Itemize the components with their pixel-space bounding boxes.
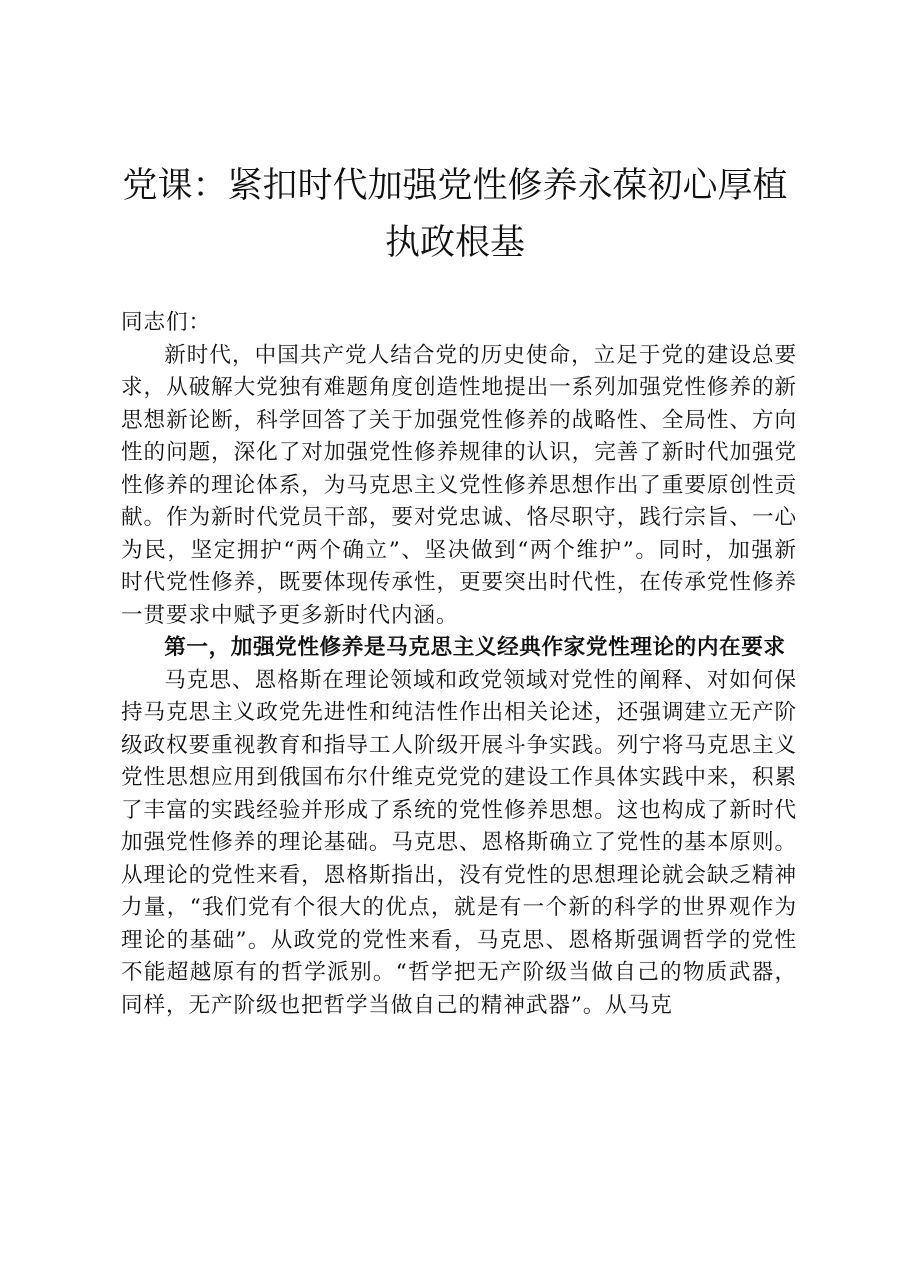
salutation: 同志们： bbox=[121, 310, 211, 335]
paragraph-section-one: 马克思、恩格斯在理论领域和政党领域对党性的阐释、对如何保持马克思主义政党先进性和纯洁性作出相关论述，还强调建立无产阶级政权要重视教育和指导工人阶级开展斗争实践。列宁将马克思主义党性思想应用到俄国布尔什维克党党的建设工作具体实践中来，积累了丰富的实践经验并形成了系统的党性修养思想。这也构成了新时代加强党性修养的理论基础。马克思、恩格斯确立了党性的基本原则。从理论的党性来看，恩格斯指出，没有党性的思想理论就会缺乏精神力量，“我们党有个很大的优点，就是有一个新的科学的世界观作为理论的基础”。从政党的党性来看，马克思、恩格斯强调哲学的党性不能超越原有的哲学派别。“哲学把无产阶级当做自己的物质武器，同样，无产阶级也把哲学当做自己的精神武器”。从马克 bbox=[121, 667, 797, 1018]
document-body bbox=[121, 307, 797, 1022]
paragraph-intro: 新时代，中国共产党人结合党的历史使命，立足于党的建设总要求，从破解大党独有难题角度创造性地提出一系列加强党性修养的新思想新论断，科学回答了关于加强党性修养的战略性、全局性、方向性的问题，深化了对加强党性修养规律的认识，完善了新时代加强党性修养的理论体系，为马克思主义党性修养思想作出了重要原创性贡献。作为新时代党员干部，要对党忠诚、恪尽职守，践行宗旨、一心为民，坚定拥护“两个确立”、坚决做到“两个维护”。同时，加强新时代党性修养，既要体现传承性，更要突出时代性，在传承党性修养一贯要求中赋予更多新时代内涵。 bbox=[121, 342, 797, 628]
section-heading-first: 第一，加强党性修养是马克思主义经典作家党性理论的内在要求 bbox=[164, 635, 786, 660]
document-title: 党课：紧扣时代加强党性修养永葆初心厚植执政根基 bbox=[122, 166, 788, 263]
